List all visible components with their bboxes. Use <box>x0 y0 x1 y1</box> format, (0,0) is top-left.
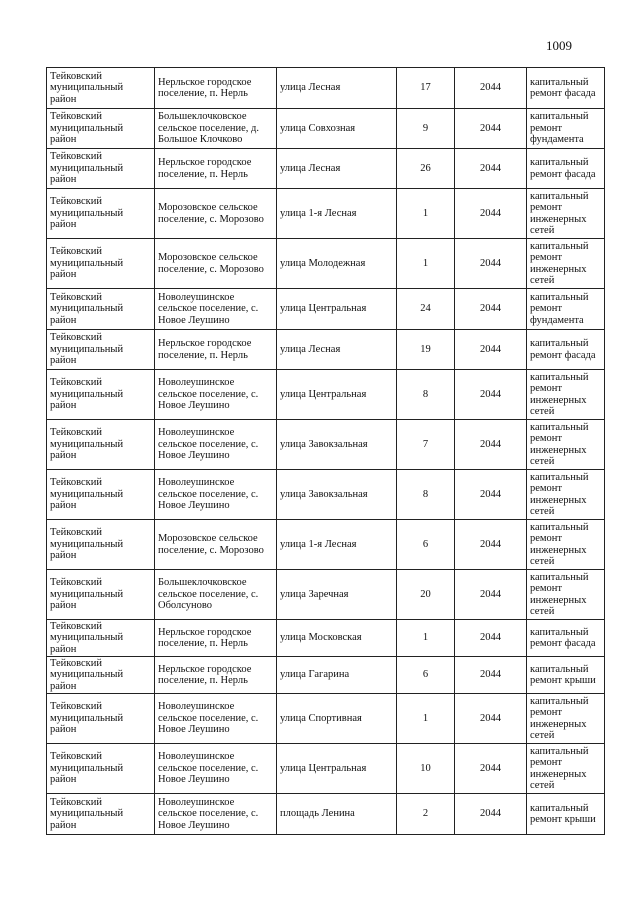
settlement-cell: Новолеушинское сельское поселение, с. Новое Леушино <box>155 470 277 520</box>
table-row <box>47 149 605 189</box>
table-row <box>47 68 605 109</box>
year-cell: 2044 <box>455 149 527 189</box>
house-number-cell: 17 <box>397 68 455 109</box>
table-row <box>47 570 605 620</box>
district-cell: Тейковский муниципальный район <box>47 744 155 794</box>
district-cell: Тейковский муниципальный район <box>47 657 155 694</box>
street-cell: улица Московская <box>277 620 397 657</box>
district-cell: Тейковский муниципальный район <box>47 68 155 109</box>
district-cell: Тейковский муниципальный район <box>47 239 155 289</box>
district-cell: Тейковский муниципальный район <box>47 149 155 189</box>
house-number-cell: 9 <box>397 109 455 149</box>
district-cell: Тейковский муниципальный район <box>47 794 155 835</box>
year-cell: 2044 <box>455 570 527 620</box>
page-number: 1009 <box>546 38 572 53</box>
table-row <box>47 420 605 470</box>
table-row <box>47 657 605 694</box>
work-type-cell: капитальный ремонт крыши <box>527 657 605 694</box>
work-type-cell: капитальный ремонт фундамента <box>527 289 605 330</box>
street-cell: улица Гагарина <box>277 657 397 694</box>
settlement-cell: Новолеушинское сельское поселение, с. Новое Леушино <box>155 694 277 744</box>
table-row <box>47 370 605 420</box>
house-number-cell: 1 <box>397 239 455 289</box>
year-cell: 2044 <box>455 620 527 657</box>
district-cell: Тейковский муниципальный район <box>47 520 155 570</box>
street-cell: улица Молодежная <box>277 239 397 289</box>
house-number-cell: 19 <box>397 330 455 370</box>
house-number-cell: 6 <box>397 657 455 694</box>
street-cell: улица 1-я Лесная <box>277 520 397 570</box>
work-type-cell: капитальный ремонт инженерных сетей <box>527 239 605 289</box>
house-number-cell: 8 <box>397 470 455 520</box>
year-cell: 2044 <box>455 330 527 370</box>
house-number-cell: 7 <box>397 420 455 470</box>
year-cell: 2044 <box>455 520 527 570</box>
street-cell: улица Завокзальная <box>277 470 397 520</box>
year-cell: 2044 <box>455 370 527 420</box>
district-cell: Тейковский муниципальный район <box>47 189 155 239</box>
work-type-cell: капитальный ремонт инженерных сетей <box>527 420 605 470</box>
work-type-cell: капитальный ремонт инженерных сетей <box>527 470 605 520</box>
settlement-cell: Нерльское городское поселение, п. Нерль <box>155 68 277 109</box>
settlement-cell: Морозовское сельское поселение, с. Морозово <box>155 239 277 289</box>
house-number-cell: 2 <box>397 794 455 835</box>
year-cell: 2044 <box>455 744 527 794</box>
house-number-cell: 10 <box>397 744 455 794</box>
settlement-cell: Нерльское городское поселение, п. Нерль <box>155 620 277 657</box>
street-cell: улица Лесная <box>277 149 397 189</box>
year-cell: 2044 <box>455 694 527 744</box>
year-cell: 2044 <box>455 189 527 239</box>
district-cell: Тейковский муниципальный район <box>47 420 155 470</box>
street-cell: улица 1-я Лесная <box>277 189 397 239</box>
district-cell: Тейковский муниципальный район <box>47 289 155 330</box>
work-type-cell: капитальный ремонт фасада <box>527 330 605 370</box>
house-number-cell: 1 <box>397 694 455 744</box>
district-cell: Тейковский муниципальный район <box>47 570 155 620</box>
table-row <box>47 189 605 239</box>
year-cell: 2044 <box>455 289 527 330</box>
work-type-cell: капитальный ремонт инженерных сетей <box>527 570 605 620</box>
settlement-cell: Новолеушинское сельское поселение, с. Новое Леушино <box>155 289 277 330</box>
table-row <box>47 620 605 657</box>
settlement-cell: Большеклочковское сельское поселение, д. Большое Клочково <box>155 109 277 149</box>
district-cell: Тейковский муниципальный район <box>47 694 155 744</box>
settlement-cell: Нерльское городское поселение, п. Нерль <box>155 330 277 370</box>
work-type-cell: капитальный ремонт инженерных сетей <box>527 744 605 794</box>
street-cell: улица Центральная <box>277 744 397 794</box>
district-cell: Тейковский муниципальный район <box>47 370 155 420</box>
work-type-cell: капитальный ремонт фундамента <box>527 109 605 149</box>
settlement-cell: Новолеушинское сельское поселение, с. Новое Леушино <box>155 420 277 470</box>
house-number-cell: 1 <box>397 189 455 239</box>
work-type-cell: капитальный ремонт фасада <box>527 620 605 657</box>
street-cell: улица Совхозная <box>277 109 397 149</box>
year-cell: 2044 <box>455 794 527 835</box>
settlement-cell: Нерльское городское поселение, п. Нерль <box>155 657 277 694</box>
year-cell: 2044 <box>455 470 527 520</box>
repair-schedule-table <box>46 67 605 835</box>
table-row <box>47 470 605 520</box>
street-cell: улица Лесная <box>277 330 397 370</box>
street-cell: улица Лесная <box>277 68 397 109</box>
settlement-cell: Новолеушинское сельское поселение, с. Новое Леушино <box>155 744 277 794</box>
settlement-cell: Нерльское городское поселение, п. Нерль <box>155 149 277 189</box>
table-row <box>47 330 605 370</box>
work-type-cell: капитальный ремонт инженерных сетей <box>527 520 605 570</box>
table-row <box>47 794 605 835</box>
work-type-cell: капитальный ремонт фасада <box>527 149 605 189</box>
district-cell: Тейковский муниципальный район <box>47 109 155 149</box>
year-cell: 2044 <box>455 657 527 694</box>
settlement-cell: Новолеушинское сельское поселение, с. Новое Леушино <box>155 794 277 835</box>
settlement-cell: Новолеушинское сельское поселение, с. Новое Леушино <box>155 370 277 420</box>
district-cell: Тейковский муниципальный район <box>47 330 155 370</box>
house-number-cell: 6 <box>397 520 455 570</box>
work-type-cell: капитальный ремонт крыши <box>527 794 605 835</box>
street-cell: улица Спортивная <box>277 694 397 744</box>
house-number-cell: 1 <box>397 620 455 657</box>
work-type-cell: капитальный ремонт фасада <box>527 68 605 109</box>
street-cell: улица Центральная <box>277 370 397 420</box>
street-cell: улица Заречная <box>277 570 397 620</box>
year-cell: 2044 <box>455 109 527 149</box>
work-type-cell: капитальный ремонт инженерных сетей <box>527 694 605 744</box>
table-row <box>47 289 605 330</box>
work-type-cell: капитальный ремонт инженерных сетей <box>527 189 605 239</box>
table-row <box>47 520 605 570</box>
settlement-cell: Морозовское сельское поселение, с. Морозово <box>155 189 277 239</box>
settlement-cell: Большеклочковское сельское поселение, с. Оболсуново <box>155 570 277 620</box>
district-cell: Тейковский муниципальный район <box>47 620 155 657</box>
year-cell: 2044 <box>455 68 527 109</box>
table-row <box>47 109 605 149</box>
street-cell: площадь Ленина <box>277 794 397 835</box>
house-number-cell: 20 <box>397 570 455 620</box>
district-cell: Тейковский муниципальный район <box>47 470 155 520</box>
street-cell: улица Завокзальная <box>277 420 397 470</box>
work-type-cell: капитальный ремонт инженерных сетей <box>527 370 605 420</box>
table-row <box>47 239 605 289</box>
house-number-cell: 26 <box>397 149 455 189</box>
house-number-cell: 24 <box>397 289 455 330</box>
settlement-cell: Морозовское сельское поселение, с. Морозово <box>155 520 277 570</box>
year-cell: 2044 <box>455 239 527 289</box>
table-row <box>47 744 605 794</box>
street-cell: улица Центральная <box>277 289 397 330</box>
table-row <box>47 694 605 744</box>
year-cell: 2044 <box>455 420 527 470</box>
house-number-cell: 8 <box>397 370 455 420</box>
